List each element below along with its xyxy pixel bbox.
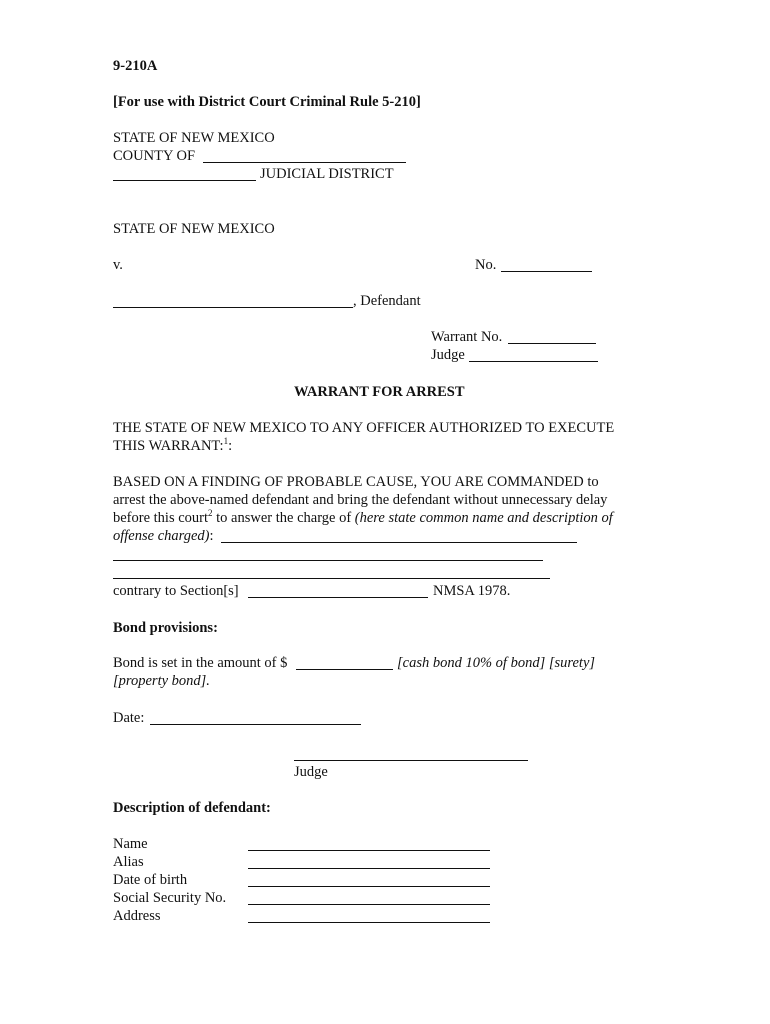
warrant-no-label: Warrant No. [431,329,503,345]
judge-label: Judge [431,347,465,363]
field-label-name: Name [113,836,148,852]
bond-options-line-2: [property bond]. [113,673,210,689]
judge-field[interactable] [469,361,598,362]
county-field[interactable] [203,162,406,163]
field-label-address: Address [113,908,161,924]
defendant-name-field[interactable] [113,307,353,308]
description-heading: Description of defendant: [113,800,271,816]
command-line-1: BASED ON A FINDING OF PROBABLE CAUSE, YOU ARE COMMANDED to [113,474,599,490]
case-no-field[interactable] [501,271,592,272]
command-line-3: before this court$^2$ to answer the charge of (here state common name and description of [113,508,613,526]
bond-options: [cash bond 10% of bond] [surety] [397,655,596,671]
county-label: COUNTY OF [113,148,196,164]
bond-heading: Bond provisions: [113,620,218,636]
judge-signature-line[interactable] [294,760,528,761]
bond-amount-label: Bond is set in the amount of $ [113,655,288,671]
field-label-alias: Alias [113,854,144,870]
header-state: STATE OF NEW MEXICO [113,130,275,146]
form-number: 9-210A [113,58,158,74]
footnote-1: 1 [223,436,229,446]
dob-field[interactable] [248,886,490,887]
date-label: Date: [113,710,145,726]
command-line-4: offense charged): [113,528,214,544]
date-field[interactable] [150,724,361,725]
address-line-2: THIS WARRANT:$^1$: [113,436,233,454]
section-label: contrary to Section[s] [113,583,239,599]
signature-judge-label: Judge [294,764,328,780]
defendant-label: , Defendant [353,293,421,309]
judicial-district-label: JUDICIAL DISTRICT [260,166,394,182]
bond-amount-field[interactable] [296,669,393,670]
section-suffix: NMSA 1978. [433,583,511,599]
plaintiff: STATE OF NEW MEXICO [113,221,275,237]
address-line-1: THE STATE OF NEW MEXICO TO ANY OFFICER AUTHORIZED TO EXECUTE [113,420,615,436]
offense-field-3[interactable] [113,578,550,579]
ssn-field[interactable] [248,904,490,905]
field-label-dob: Date of birth [113,872,188,888]
name-field[interactable] [248,850,490,851]
warrant-no-field[interactable] [508,343,596,344]
rule-reference: [For use with District Court Criminal Rule 5-210] [113,94,421,110]
section-field[interactable] [248,597,428,598]
command-line-2: arrest the above-named defendant and bring the defendant without unnecessary delay [113,492,608,508]
judicial-district-field[interactable] [113,180,256,181]
address-field[interactable] [248,922,490,923]
warrant-title: WARRANT FOR ARREST [294,384,465,400]
versus: v. [113,257,123,273]
offense-field-1[interactable] [221,542,577,543]
alias-field[interactable] [248,868,490,869]
case-no-label: No. [475,257,497,273]
footnote-2: 2 [208,508,213,518]
offense-field-2[interactable] [113,560,543,561]
field-label-ssn: Social Security No. [113,890,227,906]
